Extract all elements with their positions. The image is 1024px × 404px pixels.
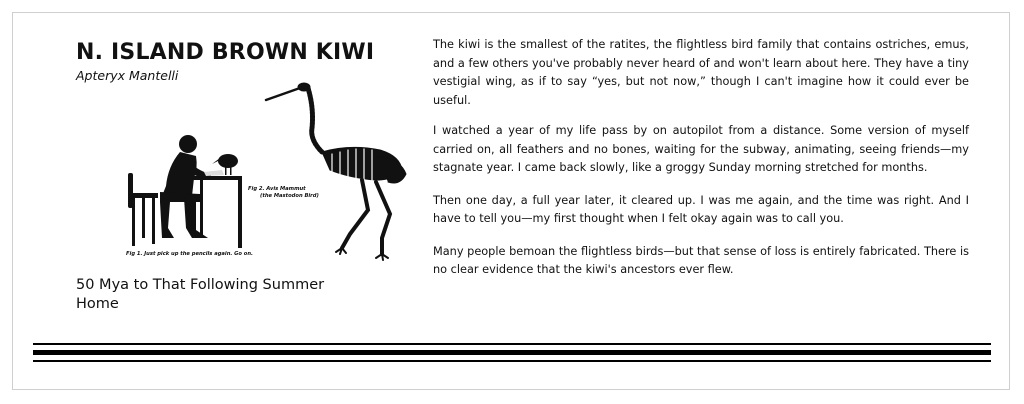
paragraph-1: The kiwi is the smallest of the ratites, the flightless bird family that contains ostriches, emus, and a few others you've probably never heard of and won't learn about here. They have a tiny vestigial wing, as if to say “yes, but not now,” though I can't imagine how it could ever be useful. [433,38,969,107]
moa-skeleton [266,83,406,260]
divider-thin-bottom [33,360,991,362]
figure-2-caption-line2: (the Mastodon Bird) [260,193,319,199]
section-heading: 50 Mya to That Following Summer Home [76,277,325,312]
species-name: Apteryx Mantelli [76,68,179,83]
paragraph-3: Then one day, a full year later, it cleared up. I was me again, and the time was right. And I have to tell you—my first thought when I felt okay again was to call you. [433,193,969,225]
figure-1-caption: Fig 1. Just pick up the pencils again. Go on. [126,251,254,257]
illustration [100,78,420,268]
divider-thick [33,350,991,355]
divider-thin-top [33,343,991,345]
figure-2-caption [248,186,319,200]
figure-2-caption-line1: Fig 2. Avis Mammut [248,186,306,192]
paragraph-2: I watched a year of my life pass by on autopilot from a distance. Some version of myself carried on, all feathers and no bones, waiting for the subway, animating, seeing friends—my stagnate year. I came back slowly, like a groggy Sunday morning stretched for months. [433,124,969,174]
page-title: N. ISLAND BROWN KIWI [76,40,375,65]
man-at-desk-silhouette [128,135,242,248]
paragraph-4: Many people bemoan the flightless birds—but that sense of loss is entirely fabricated. There is no clear evidence that the kiwi's ancestors ever flew. [433,244,969,276]
article-body [433,36,969,280]
